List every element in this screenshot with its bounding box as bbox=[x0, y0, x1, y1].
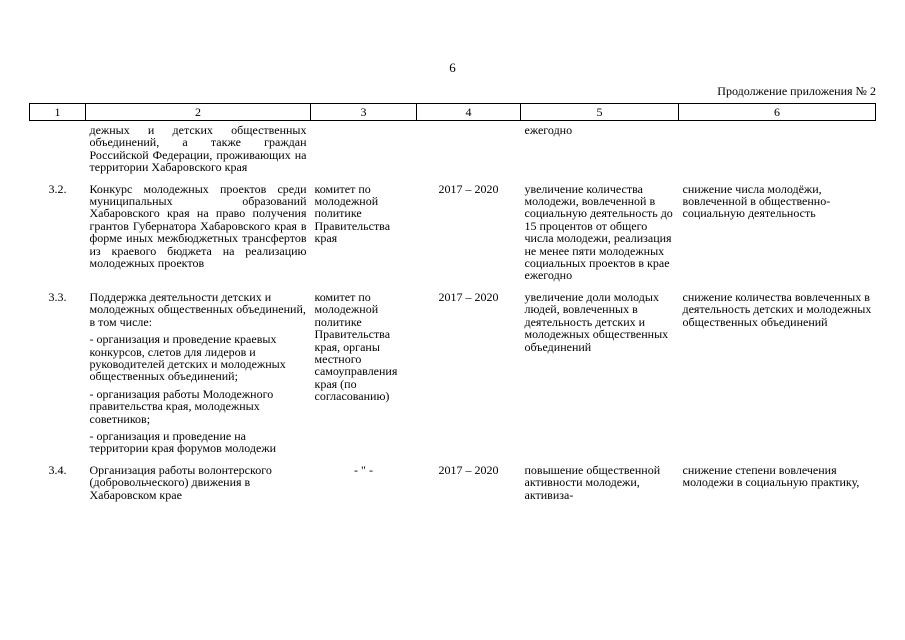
page-number: 6 bbox=[449, 60, 456, 75]
expected-result: ежегодно bbox=[524, 123, 573, 137]
period: 2017 – 2020 bbox=[438, 289, 499, 304]
event-subitem: - организация работы Молодежного правительства края, молодежных советников; bbox=[89, 386, 274, 426]
table-header-row bbox=[30, 104, 876, 121]
event-text: Поддержка деятельности детских и молодежных общественных объединений, в том числе: bbox=[89, 289, 306, 329]
column-header: 3 bbox=[311, 104, 417, 121]
event-text: дежных и детских общественных объединений, а также граждан Российской Федерации, проживающих на территории Хабаровского края bbox=[89, 123, 307, 175]
column-header: 6 bbox=[679, 104, 876, 121]
table-row bbox=[30, 183, 876, 291]
appendix-continuation-note: Продолжение приложения № 2 bbox=[717, 84, 876, 98]
executor bbox=[311, 121, 417, 183]
period: 2017 – 2020 bbox=[438, 181, 499, 196]
event-text: Организация работы волонтерского (добровольческого) движения в Хабаровском крае bbox=[89, 462, 272, 502]
risk-consequence bbox=[679, 121, 876, 183]
executor: - " - bbox=[354, 462, 373, 477]
executor: комитет по молодежной политике Правительства края bbox=[314, 181, 391, 246]
executor: комитет по молодежной политике Правительства края, органы местного самоуправления края (по согласованию) bbox=[314, 289, 398, 404]
expected-result: увеличение доли молодых людей, вовлеченных в деятельность детских и молодежных общественных объединений bbox=[524, 289, 669, 354]
event-subitem: - организация и проведение на территории края форумов молодежи bbox=[89, 428, 277, 456]
column-header: 4 bbox=[417, 104, 521, 121]
row-number: 3.2. bbox=[48, 181, 67, 196]
event-description bbox=[86, 183, 311, 291]
event-subitem: - организация и проведение краевых конкурсов, слетов для лидеров и руководителей детских и молодежных общественных объединений; bbox=[89, 332, 286, 384]
event-description bbox=[86, 121, 311, 183]
period bbox=[417, 121, 521, 183]
expected-result: повышение общественной активности молодежи, активиза- bbox=[524, 462, 661, 502]
event-description bbox=[86, 464, 311, 510]
column-header: 1 bbox=[30, 104, 86, 121]
table-row bbox=[30, 464, 876, 510]
risk-consequence: снижение количества вовлеченных в деятельность детских и молодежных общественных объединений bbox=[682, 289, 872, 329]
row-number: 3.3. bbox=[48, 289, 67, 304]
row-number bbox=[30, 121, 86, 183]
column-header: 5 bbox=[521, 104, 679, 121]
period: 2017 – 2020 bbox=[438, 462, 499, 477]
expected-result: увеличение количества молодежи, вовлеченной в социальную деятельность до 15 процентов от общего числа молодежи, реализация не менее пяти молодежных социальных проектов в крае ежегодно bbox=[524, 181, 673, 283]
event-description bbox=[86, 291, 311, 464]
row-number: 3.4. bbox=[48, 462, 67, 477]
risk-consequence: снижение числа молодёжи, вовлеченной в общественно-социальную деятельность bbox=[682, 181, 831, 221]
table-row bbox=[30, 291, 876, 464]
table-row bbox=[30, 121, 876, 183]
program-activities-table bbox=[29, 103, 876, 510]
risk-consequence: снижение степени вовлечения молодежи в социальную практику, bbox=[682, 462, 860, 490]
column-header: 2 bbox=[86, 104, 311, 121]
event-text: Конкурс молодежных проектов среди муниципальных образований Хабаровского края на право получения грантов Губернатора Хабаровского края в форме иных межбюджетных трансфертов из краевого бюджета на реализацию молодежных проектов bbox=[89, 181, 307, 271]
